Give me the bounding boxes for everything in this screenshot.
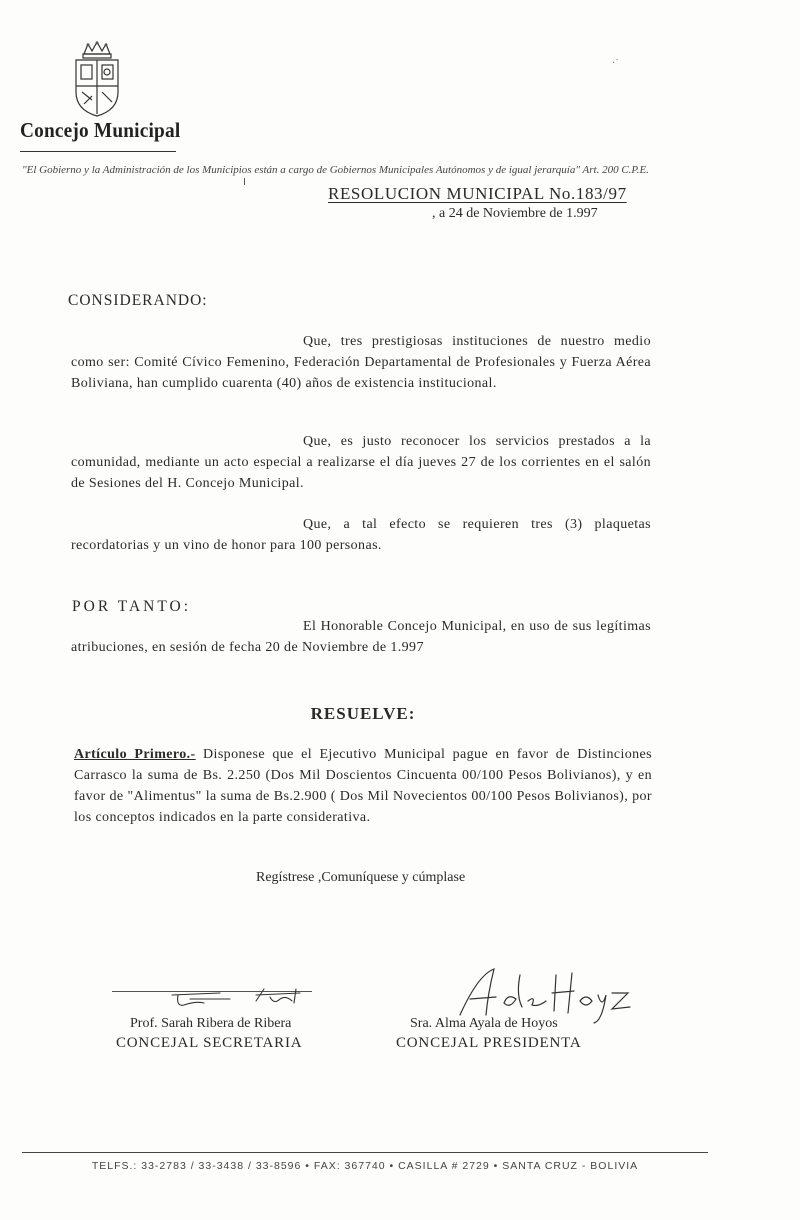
signer-name-1: Prof. Sarah Ribera de Ribera xyxy=(130,1016,292,1031)
considerando-paragraph-2: Que, es justo reconocer los servicios prestados a la comunidad, mediante un acto especial a realizarse el día jueves 27 de los corrientes en el salón de Sesiones del H. Concejo Municipal. xyxy=(71,434,651,491)
scan-mark xyxy=(244,178,245,185)
resolution-title: RESOLUCION MUNICIPAL No.183/97 xyxy=(328,184,627,203)
signer-role-1: CONCEJAL SECRETARIA xyxy=(116,1035,303,1051)
article-first xyxy=(74,744,652,828)
article-text: Disponese que el Ejecutivo Municipal pague en favor de Distinciones Carrasco la suma de Bs. 2.250 (Dos Mil Doscientos Cincuenta 00/100 Pesos Bolivianos), y en favor de "Alimentus" la suma de Bs.2.900 ( Dos Mil Novecientos 00/100 Pesos Bolivianos), por los conceptos indicados en la parte considerativa. xyxy=(74,747,653,825)
signer-name-2: Sra. Alma Ayala de Hoyos xyxy=(410,1016,558,1031)
coat-of-arms-icon xyxy=(70,40,124,118)
considerando-paragraph-3: Que, a tal efecto se requieren tres (3) plaquetas recordatorias y un vino de honor para 100 personas. xyxy=(71,517,651,553)
footer-contact: TELFS.: 33-2783 / 33-3438 / 33-8596 • FAX: 367740 • CASILLA # 2729 • SANTA CRUZ - BOLIVIA xyxy=(91,1160,639,1172)
header-divider xyxy=(20,151,176,152)
closing-formula: Regístrese ,Comuníquese y cúmplase xyxy=(256,870,466,885)
considerando-paragraph-1: Que, tres prestigiosas instituciones de nuestro medio como ser: Comité Cívico Femenino, Federación Departamental de Profesionales y Fuerza Aérea Boliviana, han cumplido cuarenta (40) años de existencia institucional. xyxy=(71,334,651,391)
por-tanto-text: El Honorable Concejo Municipal, en uso de sus legítimas atribuciones, en sesión de fecha 20 de Noviembre de 1.997 xyxy=(71,619,651,655)
signer-role-2: CONCEJAL PRESIDENTA xyxy=(396,1035,582,1051)
resuelve-heading: RESUELVE: xyxy=(310,704,416,723)
organization-name: Concejo Municipal xyxy=(20,118,181,142)
article-label: Artículo Primero.- xyxy=(74,747,196,762)
motto: "El Gobierno y la Administración de los Municipios están a cargo de Gobiernos Municipales Autónomos y de igual jerarquía" Art. 200 C.P.E. xyxy=(22,164,649,176)
resolution-date: , a 24 de Noviembre de 1.997 xyxy=(432,206,598,221)
footer-divider xyxy=(22,1152,708,1153)
considerando-heading: CONSIDERANDO: xyxy=(68,292,208,309)
signature-secretaria xyxy=(160,985,330,1017)
scan-speck: ·˙ xyxy=(612,58,619,69)
por-tanto-heading: POR TANTO: xyxy=(72,598,192,615)
